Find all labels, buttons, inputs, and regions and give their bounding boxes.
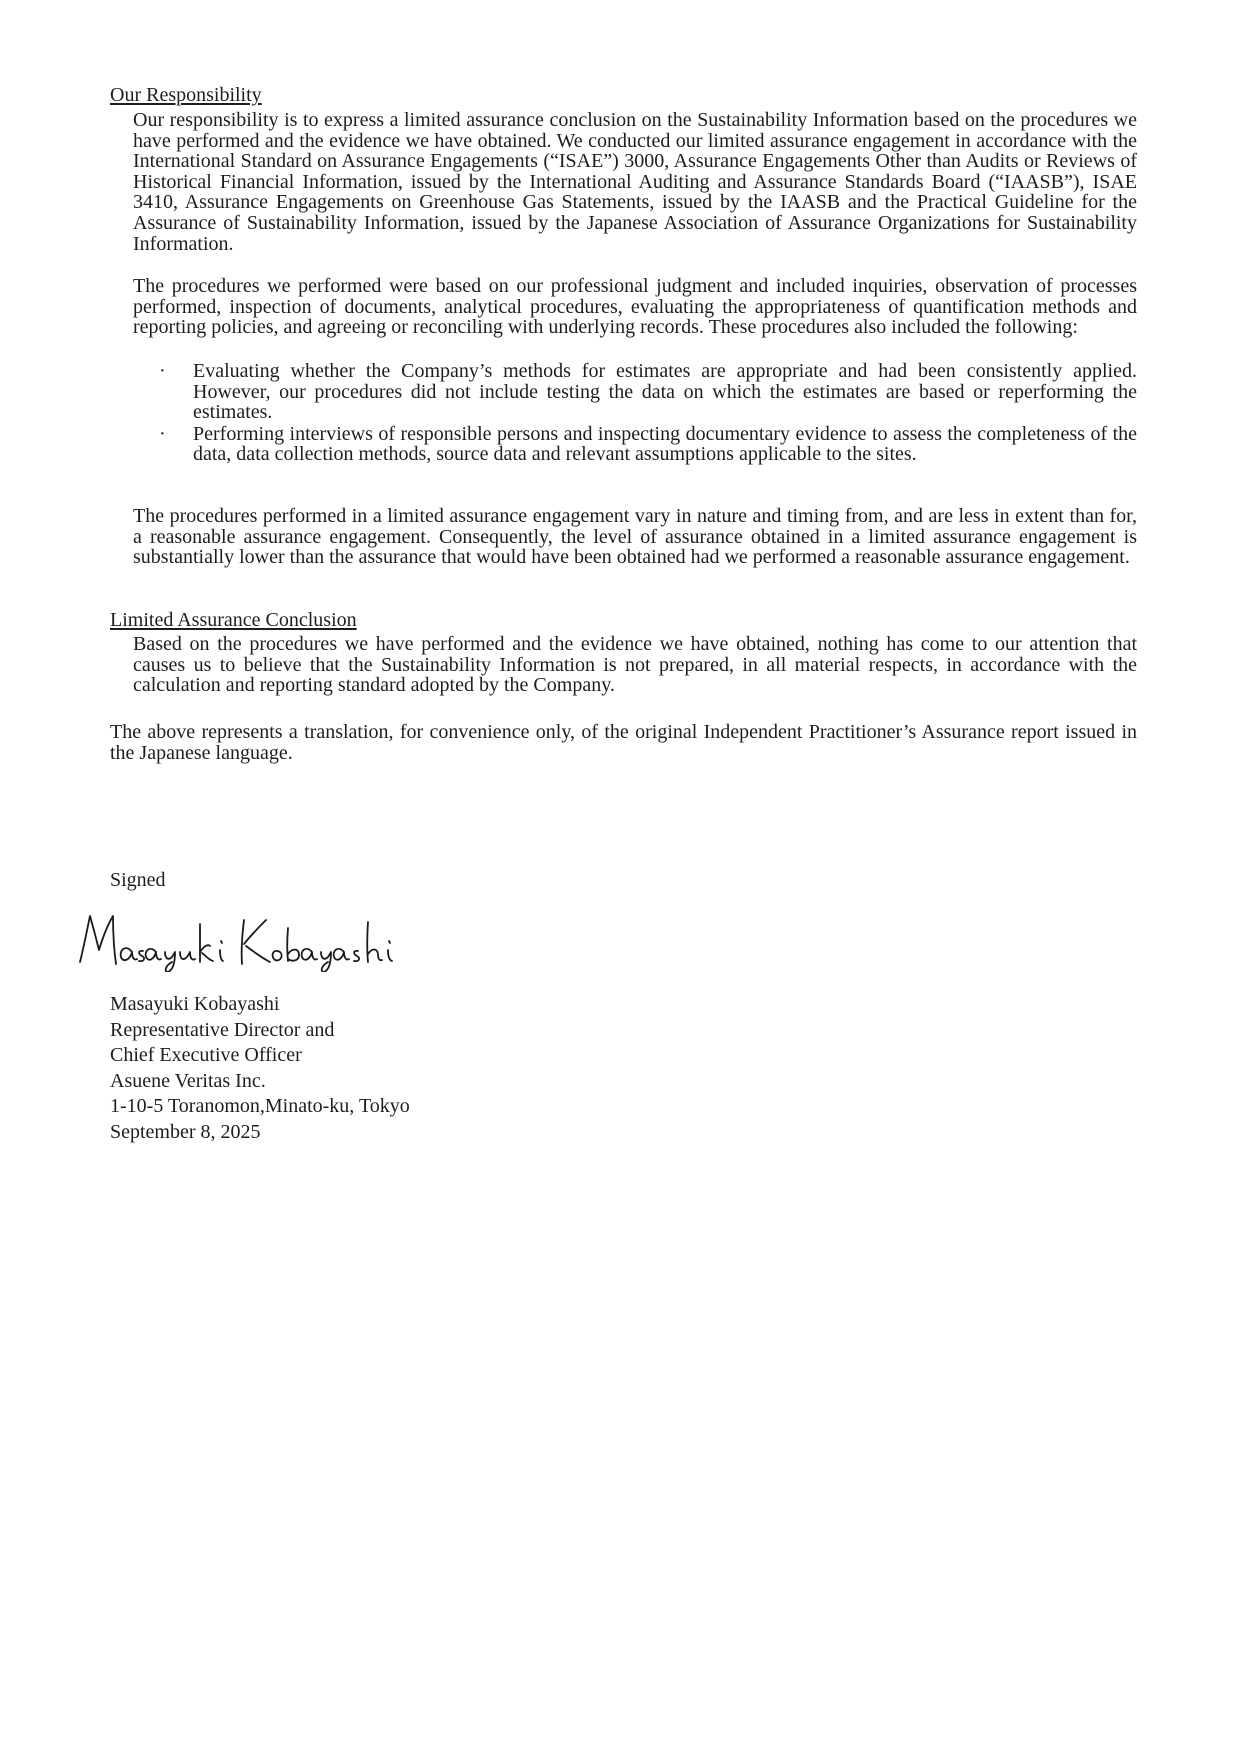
list-item <box>133 424 1137 465</box>
bullet-dot-icon: · <box>159 360 166 382</box>
conclusion-paragraph: Based on the procedures we have performed and the evidence we have obtained, nothing has come to our attention that causes us to believe that the Sustainability Information is not prepared, in all material respects, in accordance with the calculation and reporting standard adopted by the Company. <box>133 633 1137 697</box>
responsibility-paragraph-1: Our responsibility is to express a limited assurance conclusion on the Sustainability Information based on the procedures we have performed and the evidence we have obtained. We conducted our limited assurance engagement in accordance with the International Standard on Assurance Engagements (“ISAE”) 3000, Assurance Engagements Other than Audits or Reviews of Historical Financial Information, issued by the International Auditing and Assurance Standards Board (“IAASB”), ISAE 3410, Assurance Engagements on Greenhouse Gas Statements, issued by the IAASB and the Practical Guideline for the Assurance of Sustainability Information, issued by the Japanese Association of Assurance Organizations for Sustainability Information. <box>133 109 1137 255</box>
translation-note: The above represents a translation, for convenience only, of the original Independent Practitioner’s Assurance report issued in the Japanese language. <box>110 721 1137 764</box>
signatory-title-line-1: Representative Director and <box>110 1018 335 1041</box>
bullet-text: Evaluating whether the Company’s methods for estimates are appropriate and had been consistently applied. However, our procedures did not include testing the data on which the estimates are based or reperforming the estimates. <box>193 360 1137 424</box>
bullet-text: Performing interviews of responsible persons and inspecting documentary evidence to assess the completeness of the data, data collection methods, source data and relevant assumptions applicable to the sites. <box>193 422 1137 466</box>
report-date: September 8, 2025 <box>110 1120 261 1143</box>
list-item <box>133 361 1137 423</box>
company-address: 1-10-5 Toranomon,Minato-ku, Tokyo <box>110 1095 410 1118</box>
responsibility-paragraph-2: The procedures we performed were based on our professional judgment and included inquiries, observation of processes performed, inspection of documents, analytical procedures, evaluating the appropriateness of quantification methods and reporting policies, and agreeing or reconciling with underlying records. These procedures also included the following: <box>133 275 1137 339</box>
responsibility-paragraph-3: The procedures performed in a limited assurance engagement vary in nature and timing from, and are less in extent than for, a reasonable assurance engagement. Consequently, the level of assurance obtained in a limited assurance engagement is substantially lower than the assurance that would have been obtained had we performed a reasonable assurance engagement. <box>133 505 1137 569</box>
signatory-title-line-2: Chief Executive Officer <box>110 1044 302 1067</box>
signatory-name: Masayuki Kobayashi <box>110 993 280 1015</box>
bullet-dot-icon: · <box>159 422 166 445</box>
signed-label: Signed <box>110 869 166 891</box>
heading-limited-assurance-conclusion: Limited Assurance Conclusion <box>110 609 357 631</box>
handwritten-signature <box>76 910 396 972</box>
heading-our-responsibility: Our Responsibility <box>110 84 262 106</box>
procedures-bullet-list <box>133 361 1137 465</box>
signatory-block <box>110 992 410 1146</box>
company-name: Asuene Veritas Inc. <box>110 1069 266 1092</box>
signature-handwriting-icon <box>80 916 392 972</box>
